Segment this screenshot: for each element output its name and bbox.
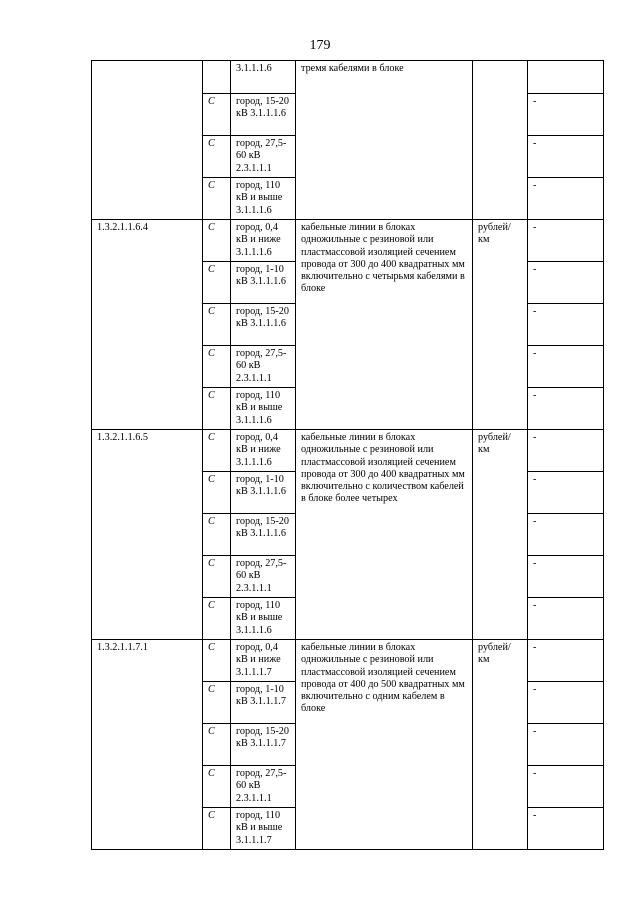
region-voltage: город, 15-20 кВ 3.1.1.1.6 xyxy=(231,94,296,136)
item-code: 1.3.2.1.1.6.4 xyxy=(92,220,203,430)
region-voltage: город, 27,5-60 кВ 2.3.1.1.1 xyxy=(231,136,296,178)
rate-value xyxy=(528,61,604,94)
unit-label: рублей/ км xyxy=(473,220,528,430)
region-voltage: город, 110 кВ и выше 3.1.1.1.6 xyxy=(231,388,296,430)
voltage-letter: C xyxy=(203,136,231,178)
rate-value: - xyxy=(528,766,604,808)
rate-value: - xyxy=(528,514,604,556)
voltage-letter: C xyxy=(203,808,231,850)
rate-value: - xyxy=(528,304,604,346)
unit-label xyxy=(473,61,528,220)
region-voltage: город, 110 кВ и выше 3.1.1.1.6 xyxy=(231,598,296,640)
region-voltage: город, 0,4 кВ и ниже 3.1.1.1.6 xyxy=(231,220,296,262)
rate-value: - xyxy=(528,220,604,262)
rate-value: - xyxy=(528,598,604,640)
table-row xyxy=(92,640,604,682)
region-voltage: город, 1-10 кВ 3.1.1.1.6 xyxy=(231,472,296,514)
voltage-letter: C xyxy=(203,598,231,640)
table-row xyxy=(92,430,604,472)
region-voltage: город, 15-20 кВ 3.1.1.1.6 xyxy=(231,304,296,346)
table-row xyxy=(92,220,604,262)
page-number: 179 xyxy=(309,38,331,53)
voltage-letter: C xyxy=(203,514,231,556)
rate-value: - xyxy=(528,430,604,472)
rate-value: - xyxy=(528,682,604,724)
voltage-letter: C xyxy=(203,388,231,430)
rate-value: - xyxy=(528,346,604,388)
rate-value: - xyxy=(528,178,604,220)
item-description: кабельные линии в блоках одножильные с резиновой или пластмассовой изоляцией сечением провода от 300 до 400 квадратных мм включительно с четырьмя кабелями в блоке xyxy=(296,220,473,430)
voltage-letter: C xyxy=(203,640,231,682)
voltage-letter: C xyxy=(203,430,231,472)
region-voltage: город, 1-10 кВ 3.1.1.1.7 xyxy=(231,682,296,724)
tariff-table xyxy=(91,60,604,850)
rate-value: - xyxy=(528,472,604,514)
region-voltage: город, 15-20 кВ 3.1.1.1.7 xyxy=(231,724,296,766)
item-description: кабельные линии в блоках одножильные с резиновой или пластмассовой изоляцией сечением провода от 400 до 500 квадратных мм включительно с одним кабелем в блоке xyxy=(296,640,473,850)
unit-label: рублей/ км xyxy=(473,430,528,640)
item-description: кабельные линии в блоках одножильные с резиновой или пластмассовой изоляцией сечением провода от 300 до 400 квадратных мм включительно с количеством кабелей в блоке более четырех xyxy=(296,430,473,640)
rate-value: - xyxy=(528,640,604,682)
item-code: 1.3.2.1.1.7.1 xyxy=(92,640,203,850)
voltage-letter: C xyxy=(203,766,231,808)
voltage-letter: C xyxy=(203,724,231,766)
table-row xyxy=(92,61,604,94)
voltage-letter: C xyxy=(203,94,231,136)
tariff-table-body xyxy=(92,61,604,850)
unit-label: рублей/ км xyxy=(473,640,528,850)
rate-value: - xyxy=(528,94,604,136)
region-voltage: город, 27,5-60 кВ 2.3.1.1.1 xyxy=(231,766,296,808)
voltage-letter: C xyxy=(203,682,231,724)
region-voltage: город, 27,5-60 кВ 2.3.1.1.1 xyxy=(231,346,296,388)
voltage-letter xyxy=(203,61,231,94)
region-voltage: 3.1.1.1.6 xyxy=(231,61,296,94)
rate-value: - xyxy=(528,808,604,850)
voltage-letter: C xyxy=(203,472,231,514)
region-voltage: город, 0,4 кВ и ниже 3.1.1.1.6 xyxy=(231,430,296,472)
region-voltage: город, 1-10 кВ 3.1.1.1.6 xyxy=(231,262,296,304)
item-code: 1.3.2.1.1.6.5 xyxy=(92,430,203,640)
voltage-letter: C xyxy=(203,178,231,220)
rate-value: - xyxy=(528,136,604,178)
rate-value: - xyxy=(528,556,604,598)
rate-value: - xyxy=(528,724,604,766)
voltage-letter: C xyxy=(203,262,231,304)
rate-value: - xyxy=(528,388,604,430)
region-voltage: город, 15-20 кВ 3.1.1.1.6 xyxy=(231,514,296,556)
rate-value: - xyxy=(528,262,604,304)
region-voltage: город, 110 кВ и выше 3.1.1.1.6 xyxy=(231,178,296,220)
voltage-letter: C xyxy=(203,346,231,388)
voltage-letter: C xyxy=(203,556,231,598)
item-description: тремя кабелями в блоке xyxy=(296,61,473,220)
region-voltage: город, 0,4 кВ и ниже 3.1.1.1.7 xyxy=(231,640,296,682)
region-voltage: город, 110 кВ и выше 3.1.1.1.7 xyxy=(231,808,296,850)
item-code xyxy=(92,61,203,220)
voltage-letter: C xyxy=(203,220,231,262)
voltage-letter: C xyxy=(203,304,231,346)
region-voltage: город, 27,5-60 кВ 2.3.1.1.1 xyxy=(231,556,296,598)
